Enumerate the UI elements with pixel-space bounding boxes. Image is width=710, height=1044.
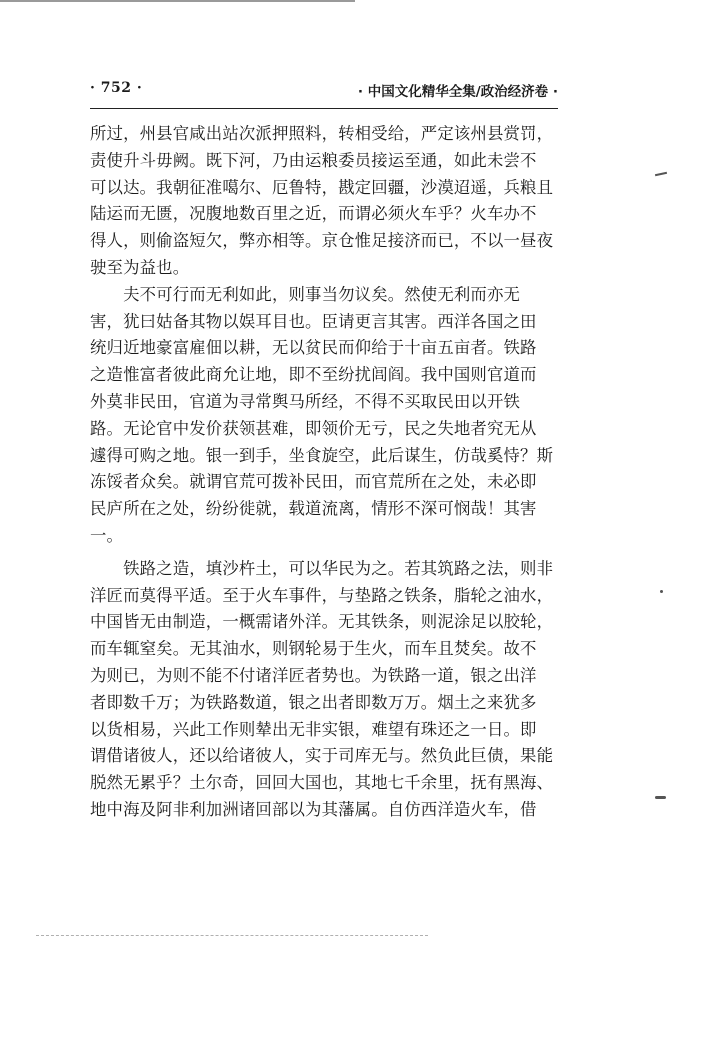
text-line: 而车辄窒矣。无其油水，则钢轮易于生火，而车且焚矣。故不 (90, 639, 537, 659)
text-line: 所过，州县官咸出站次派押照料，转相受给，严定该州县赏罚， (90, 124, 554, 143)
text-line: 得人，则偷盗短欠，弊亦相等。京仓惟足接济而已，不以一昼夜 (90, 231, 554, 251)
scan-edge-line (0, 0, 355, 2)
text-line: 路。无论官中发价获领甚难，即领价无亏，民之失地者究无从 (90, 418, 537, 438)
text-line: 为则已，为则不能不付诸洋匠者势也。为铁路一道，银之出洋 (90, 665, 537, 685)
text-line: 统归近地豪富雇佃以耕，无以贫民而仰给于十亩五亩者。铁路 (90, 338, 537, 358)
text-line: 害，犹曰姑备其物以娱耳目也。臣请更言其害。西洋各国之田 (90, 311, 537, 331)
text-line: 洋匠而莫得平适。至于火车事件，与垫路之铁条，脂轮之油水， (90, 585, 554, 605)
text-line: 一。 (90, 525, 124, 545)
text-line: 陆运而无匮，况腹地数百里之近，而谓必须火车乎？火车办不 (90, 204, 537, 224)
text-line: 夫不可行而无利如此，则事当勿议矣。然使无利而亦无 (90, 284, 521, 304)
text-line: 驶至为益也。 (90, 257, 190, 277)
text-line: 脱然无累乎？土尔奇，回回大国也，其地七千余里，抚有黑海、 (90, 773, 554, 793)
text-line: 民庐所在之处，纷纷徙就，载道流离，情形不深可悯哉！其害 (90, 499, 537, 519)
scan-speck (655, 796, 666, 799)
text-line: 之造惟富者彼此商允让地，即不至纷扰闾阎。我中国则官道而 (90, 365, 537, 385)
paragraph (90, 556, 580, 824)
page-header (90, 80, 558, 104)
running-title: · 中国文化精华全集/政治经济卷 · (357, 84, 558, 100)
text-line: 者即数千万；为铁路数道，银之出者即数万万。烟土之来犹多 (90, 692, 537, 712)
paragraph (90, 121, 580, 282)
text-line: 谓借诸彼人，还以给诸彼人，实于司库无与。然负此巨债，果能 (90, 746, 554, 766)
paragraph (90, 282, 580, 550)
scan-edge-line (36, 935, 428, 936)
text-line: 中国皆无由制造，一概需诸外洋。无其铁条，则泥涂足以胶轮， (90, 612, 554, 632)
text-line: 责使升斗毋阙。既下河，乃由运粮委员接运至通，如此未尝不 (90, 150, 537, 170)
text-line: 冻馁者众矣。就谓官荒可拨补民田，而官荒所在之处，未必即 (90, 472, 537, 492)
text-line: 遽得可购之地。银一到手，坐食旋空，此后谋生，仿哉奚恃？斯 (90, 445, 554, 465)
text-line: 可以达。我朝征准噶尔、厄鲁特，戡定回疆，沙漠迢遥，兵粮且 (90, 177, 554, 197)
text-line: 外莫非民田，官道为寻常舆马所经，不得不买取民田以开铁 (90, 391, 521, 411)
text-line: 地中海及阿非利加洲诸回部以为其藩属。自仿西洋造火车，借 (90, 799, 537, 819)
scan-speck (655, 172, 667, 176)
text-line: 以货相易，兴此工作则辇出无非实银，难望有珠还之一日。即 (90, 719, 537, 739)
body-text (90, 121, 580, 824)
header-rule (90, 108, 558, 109)
text-line: 铁路之造，填沙杵土，可以华民为之。若其筑路之法，则非 (90, 558, 554, 578)
page-number: · 752 · (90, 80, 143, 96)
scan-speck (660, 590, 663, 593)
